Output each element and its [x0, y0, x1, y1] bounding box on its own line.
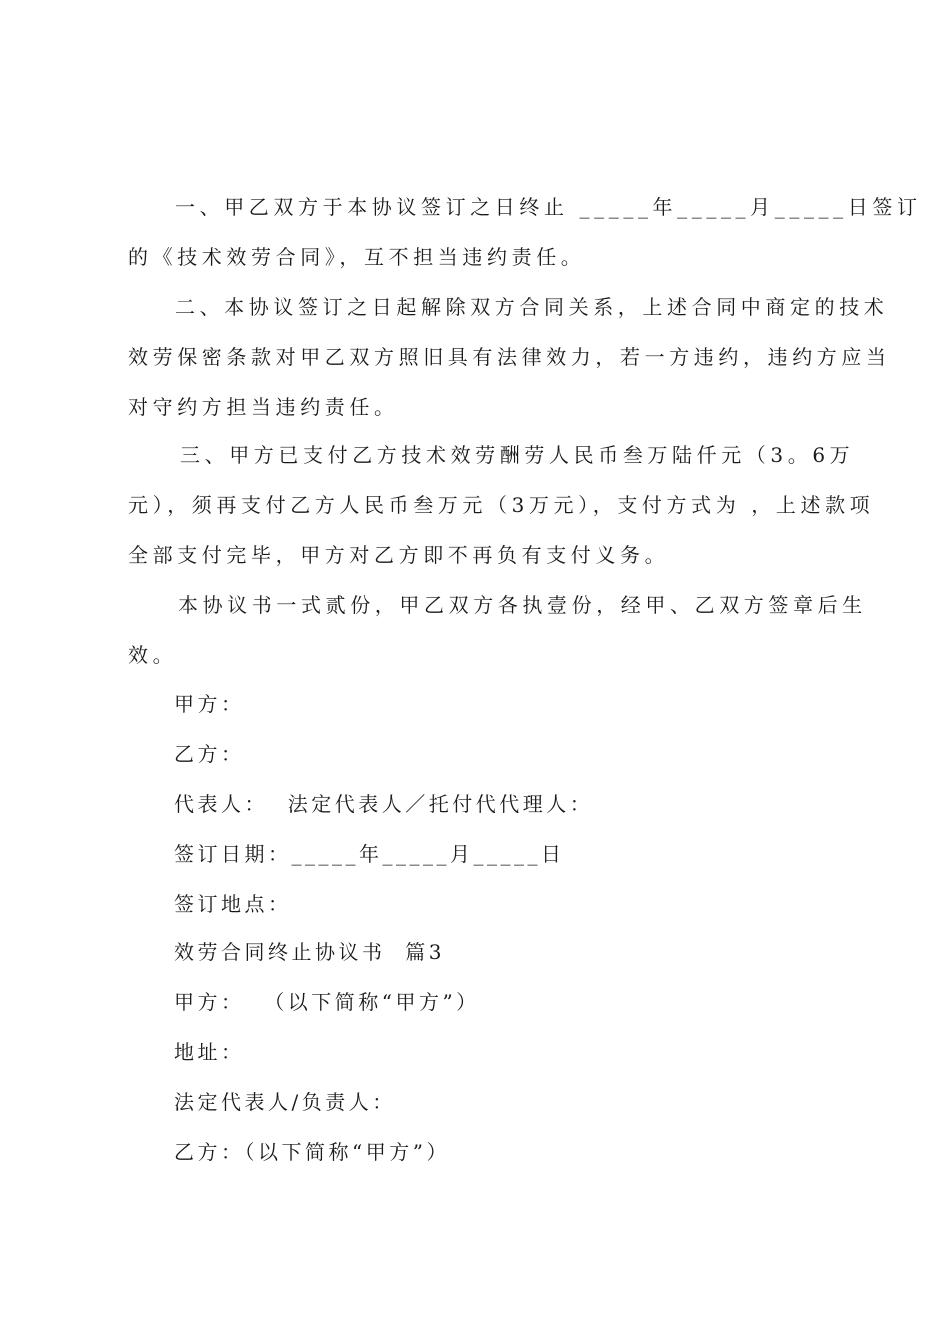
closing-line-1: 本协议书一式贰份，甲乙双方各执壹份，经甲、乙双方签章后生 — [178, 593, 867, 617]
clause-2-line-1: 二、本协议签订之日起解除双方合同关系，上述合同中商定的技术 — [175, 295, 889, 319]
clause-2-line-2: 效劳保密条款对甲乙双方照旧具有法律效力，若一方违约，违约方应当 — [128, 345, 891, 369]
sign-date-label: 签订日期：_____年_____月_____日 — [174, 842, 565, 866]
clause-3-line-3: 全部支付完毕，甲方对乙方即不再负有支付义务。 — [128, 543, 670, 567]
clause-1-line-1: 一、甲乙双方于本协议签订之日终止 _____年_____月_____日签订 — [175, 195, 922, 219]
next-party-b-label: 乙方：（以下简称“甲方”） — [174, 1140, 450, 1164]
legal-rep-label: 法定代表人/负责人： — [174, 1090, 396, 1114]
clause-1-line-2: 的《技术效劳合同》，互不担当违约责任。 — [128, 245, 586, 269]
clause-3-line-1: 三、甲方已支付乙方技术效劳酬劳人民币叁万陆仟元（3。6万 — [180, 443, 855, 467]
sign-place-label: 签订地点： — [174, 892, 292, 916]
representative-label: 代表人： 法定代表人／托付代代理人： — [174, 792, 594, 816]
section-heading: 效劳合同终止协议书 篇3 — [174, 940, 445, 964]
address-label: 地址： — [174, 1040, 245, 1064]
clause-3-line-2: 元），须再支付乙方人民币叁万元（3万元），支付方式为 ，上述款项 — [128, 493, 875, 517]
closing-line-2: 效。 — [128, 643, 178, 667]
party-b-label: 乙方： — [174, 742, 245, 766]
party-a-label: 甲方： — [174, 692, 245, 716]
clause-2-line-3: 对守约方担当违约责任。 — [128, 395, 399, 419]
next-party-a-label: 甲方： （以下简称“甲方”） — [174, 990, 480, 1014]
